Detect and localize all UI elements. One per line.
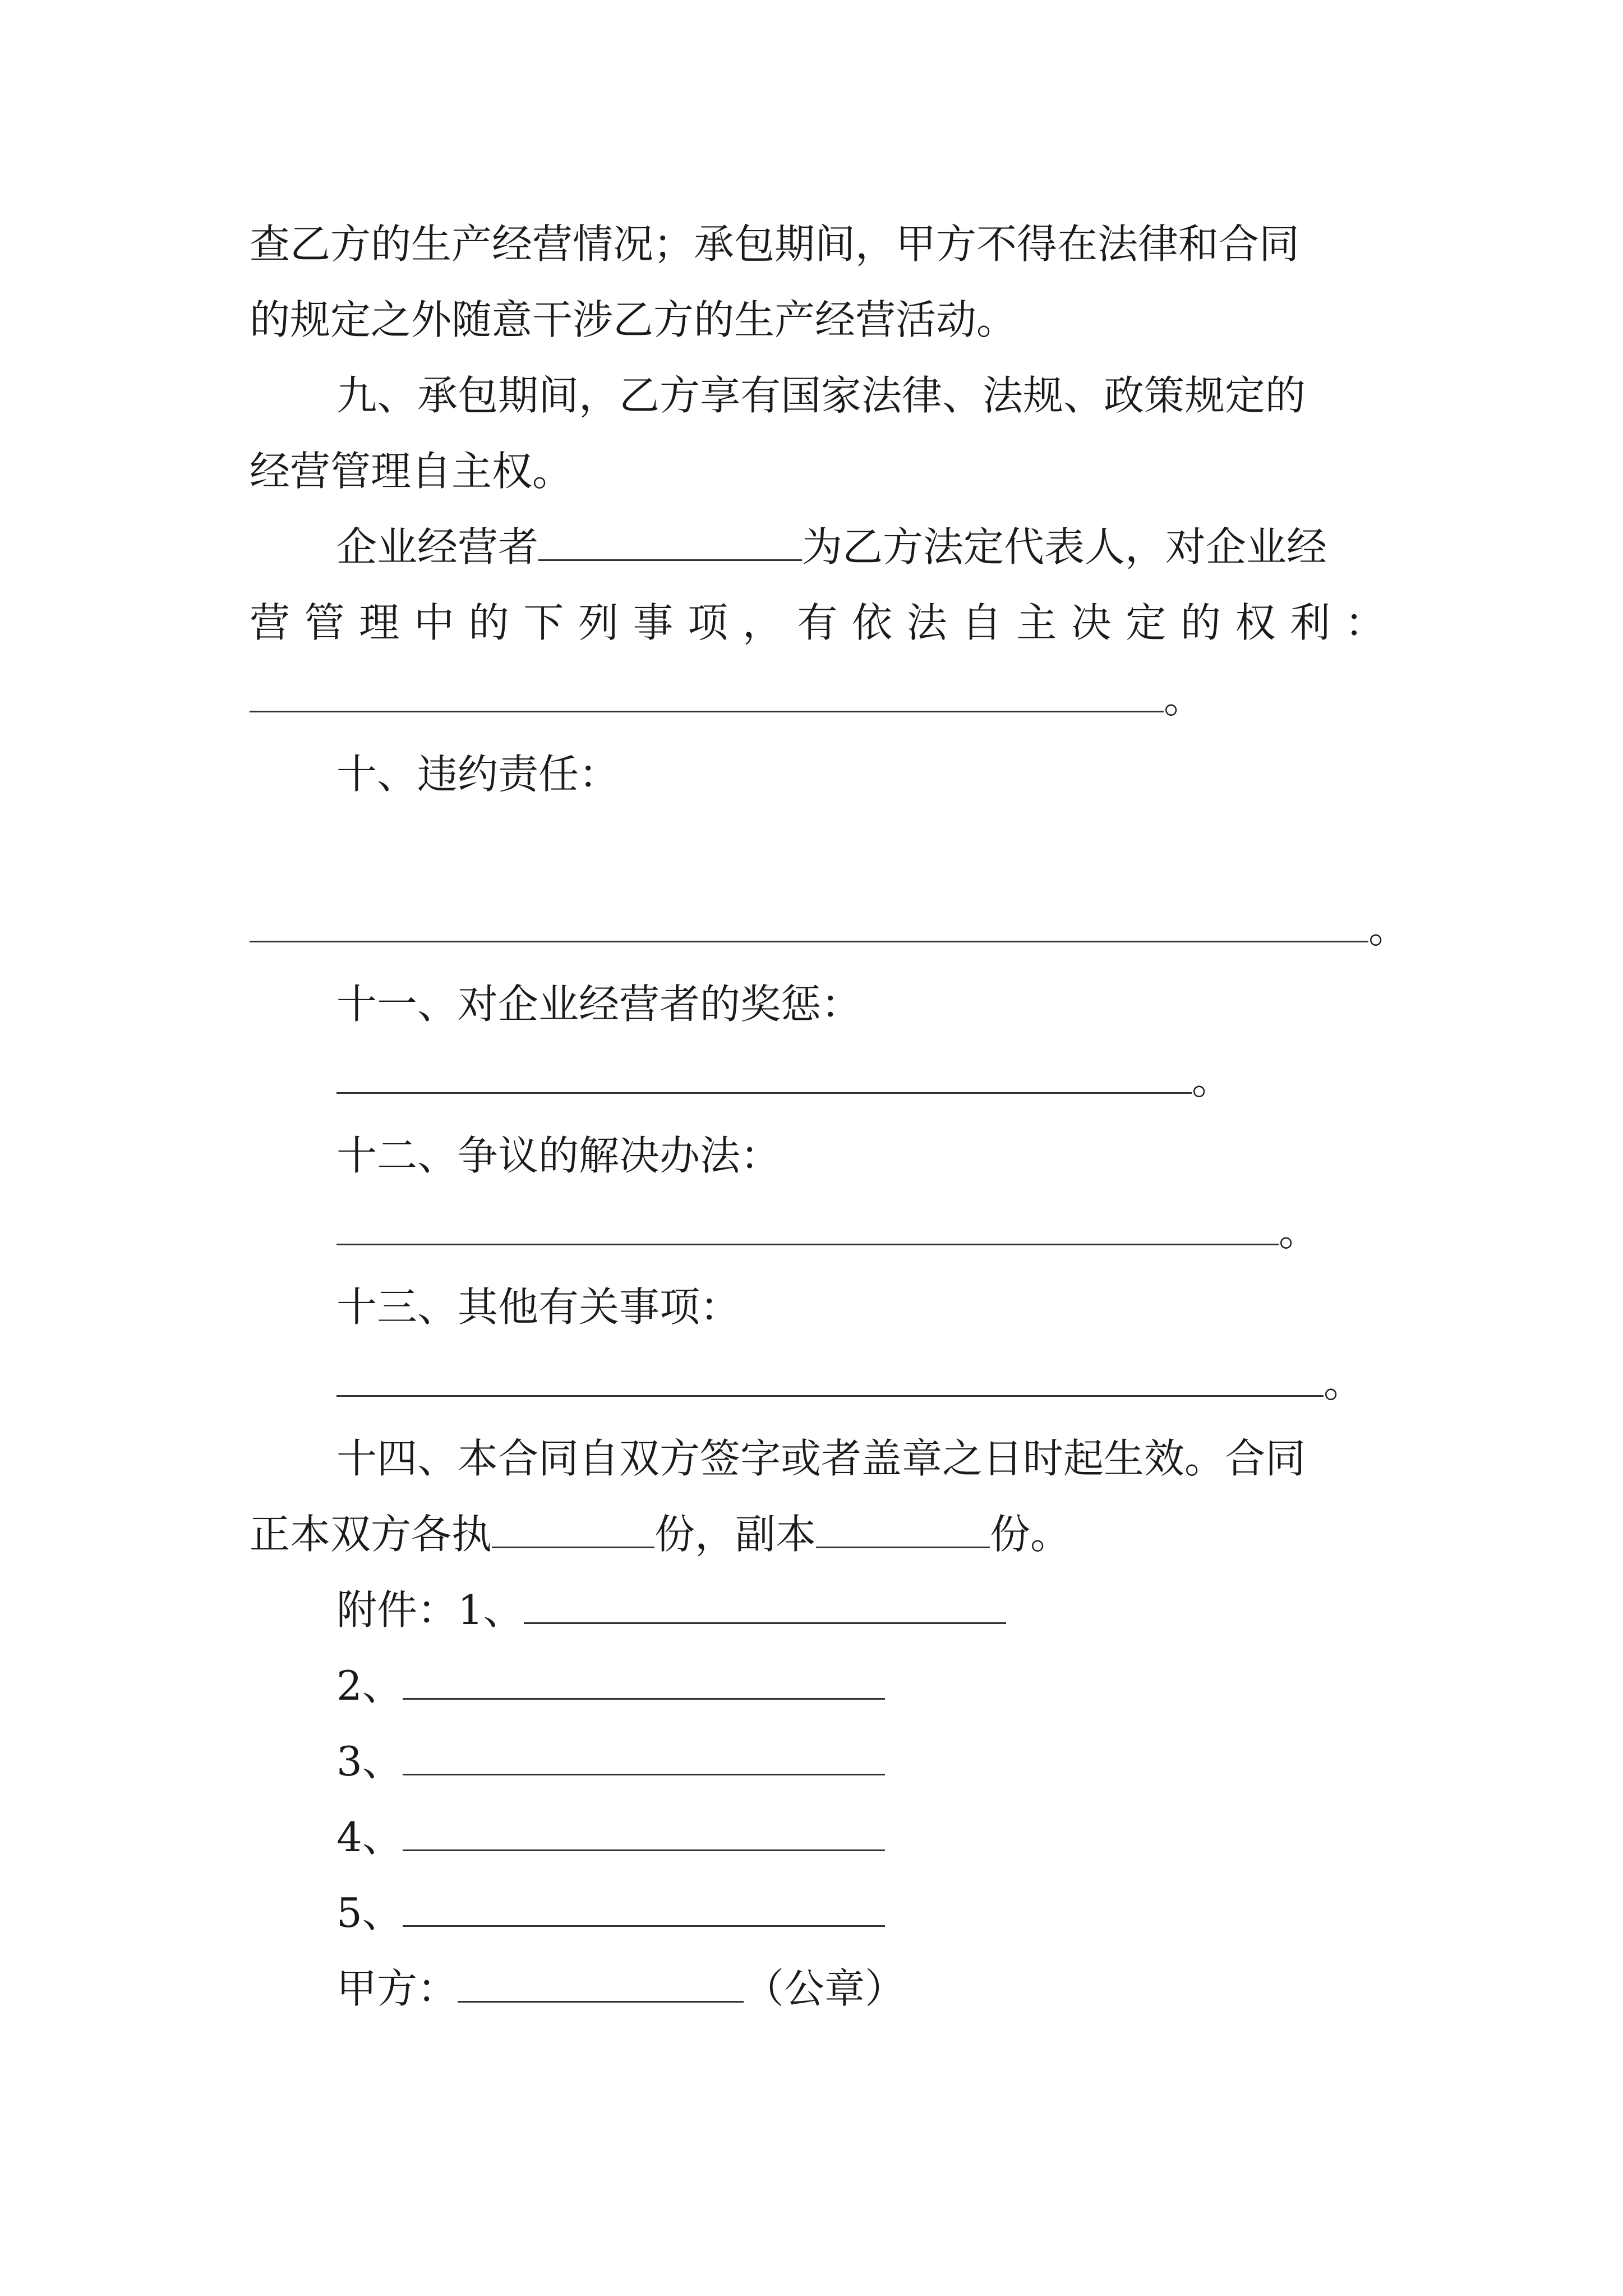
attachment-1 <box>336 1582 1006 1638</box>
attachment-2 <box>336 1658 885 1714</box>
liability-fill-line <box>250 900 1409 956</box>
char: 自 <box>961 599 1002 646</box>
char: 项 <box>688 599 728 646</box>
rights-blank[interactable] <box>250 676 1164 712</box>
attachment-label: 附件：1、 <box>336 1586 524 1634</box>
char: 理 <box>359 599 400 646</box>
original-copies-blank[interactable] <box>492 1512 654 1548</box>
dispute-blank[interactable] <box>336 1209 1279 1245</box>
char: ， <box>742 599 783 646</box>
seal-label: （公章） <box>744 1965 906 2012</box>
clause-9-line-1: 九、承包期间，乙方享有国家法律、法规、政策规定的 <box>336 372 1306 419</box>
char: 利 <box>1290 599 1331 646</box>
attachment-5-blank[interactable] <box>403 1890 885 1927</box>
attachment-3 <box>336 1733 885 1789</box>
attachment-3-blank[interactable] <box>403 1739 885 1775</box>
char: 营 <box>250 599 291 646</box>
rewards-blank[interactable] <box>336 1057 1192 1094</box>
period: 。 <box>1164 675 1205 722</box>
other-fill-line <box>336 1355 1364 1411</box>
char: 的 <box>468 599 509 646</box>
attachment-2-blank[interactable] <box>403 1663 885 1700</box>
period: 。 <box>1324 1359 1364 1406</box>
clause-9-line-2: 经营管理自主权。 <box>250 448 573 495</box>
attachment-4 <box>336 1809 885 1865</box>
char: 决 <box>1071 599 1112 646</box>
char: 的 <box>1180 599 1221 646</box>
attachment-1-blank[interactable] <box>524 1588 1006 1624</box>
char: 中 <box>413 599 454 646</box>
char: 下 <box>523 599 564 646</box>
clause-10-title: 十、违约责任： <box>336 751 620 798</box>
period: 。 <box>1279 1208 1320 1255</box>
attachment-number: 3、 <box>336 1738 403 1785</box>
char: 依 <box>852 599 893 646</box>
original-copies-label: 正本双方各执 <box>250 1511 492 1558</box>
duplicate-copies-blank[interactable] <box>816 1512 990 1548</box>
attachment-number: 5、 <box>336 1889 403 1936</box>
rights-fill-line <box>250 670 1204 726</box>
char: 管 <box>304 599 345 646</box>
char: 定 <box>1126 599 1166 646</box>
clause-13-title: 十三、其他有关事项： <box>336 1283 741 1331</box>
char: ： <box>1344 599 1385 646</box>
period: 。 <box>1192 1056 1233 1103</box>
char: 列 <box>578 599 619 646</box>
clause-12-title: 十二、争议的解决办法： <box>336 1132 781 1179</box>
dispute-fill-line <box>336 1203 1319 1259</box>
other-blank[interactable] <box>336 1360 1324 1397</box>
party-a-label: 甲方： <box>336 1965 458 2012</box>
period: 。 <box>1368 905 1409 952</box>
clause-14-line-2 <box>250 1506 1071 1562</box>
attachment-5 <box>336 1885 885 1941</box>
paragraph-line-2: 的规定之外随意干涉乙方的生产经营活动。 <box>250 296 1017 343</box>
operator-text: 为乙方法定代表人，对企业经 <box>802 523 1327 570</box>
attachment-4-blank[interactable] <box>403 1815 885 1851</box>
char: 法 <box>906 599 947 646</box>
operator-label: 企业经营者 <box>336 523 539 570</box>
char: 主 <box>1016 599 1057 646</box>
char: 权 <box>1235 599 1276 646</box>
duplicate-copies-label: 份，副本 <box>654 1511 817 1558</box>
liability-blank[interactable] <box>250 906 1368 942</box>
attachment-number: 2、 <box>336 1662 403 1709</box>
rewards-fill-line <box>336 1052 1232 1108</box>
rights-line <box>250 595 1385 651</box>
paragraph-line-1: 查乙方的生产经营情况；承包期间，甲方不得在法律和合同 <box>250 220 1300 268</box>
party-a-blank[interactable] <box>458 1966 744 2003</box>
char: 事 <box>633 599 674 646</box>
party-a-signature-line <box>336 1961 905 2017</box>
clause-14-line-1: 十四、本合同自双方签字或者盖章之日时起生效。合同 <box>336 1435 1306 1482</box>
clause-11-title: 十一、对企业经营者的奖惩： <box>336 981 862 1028</box>
operator-name-blank[interactable] <box>538 524 802 561</box>
attachment-number: 4、 <box>336 1814 403 1861</box>
char: 有 <box>797 599 838 646</box>
copies-suffix: 份。 <box>990 1511 1071 1558</box>
operator-line <box>336 519 1327 575</box>
